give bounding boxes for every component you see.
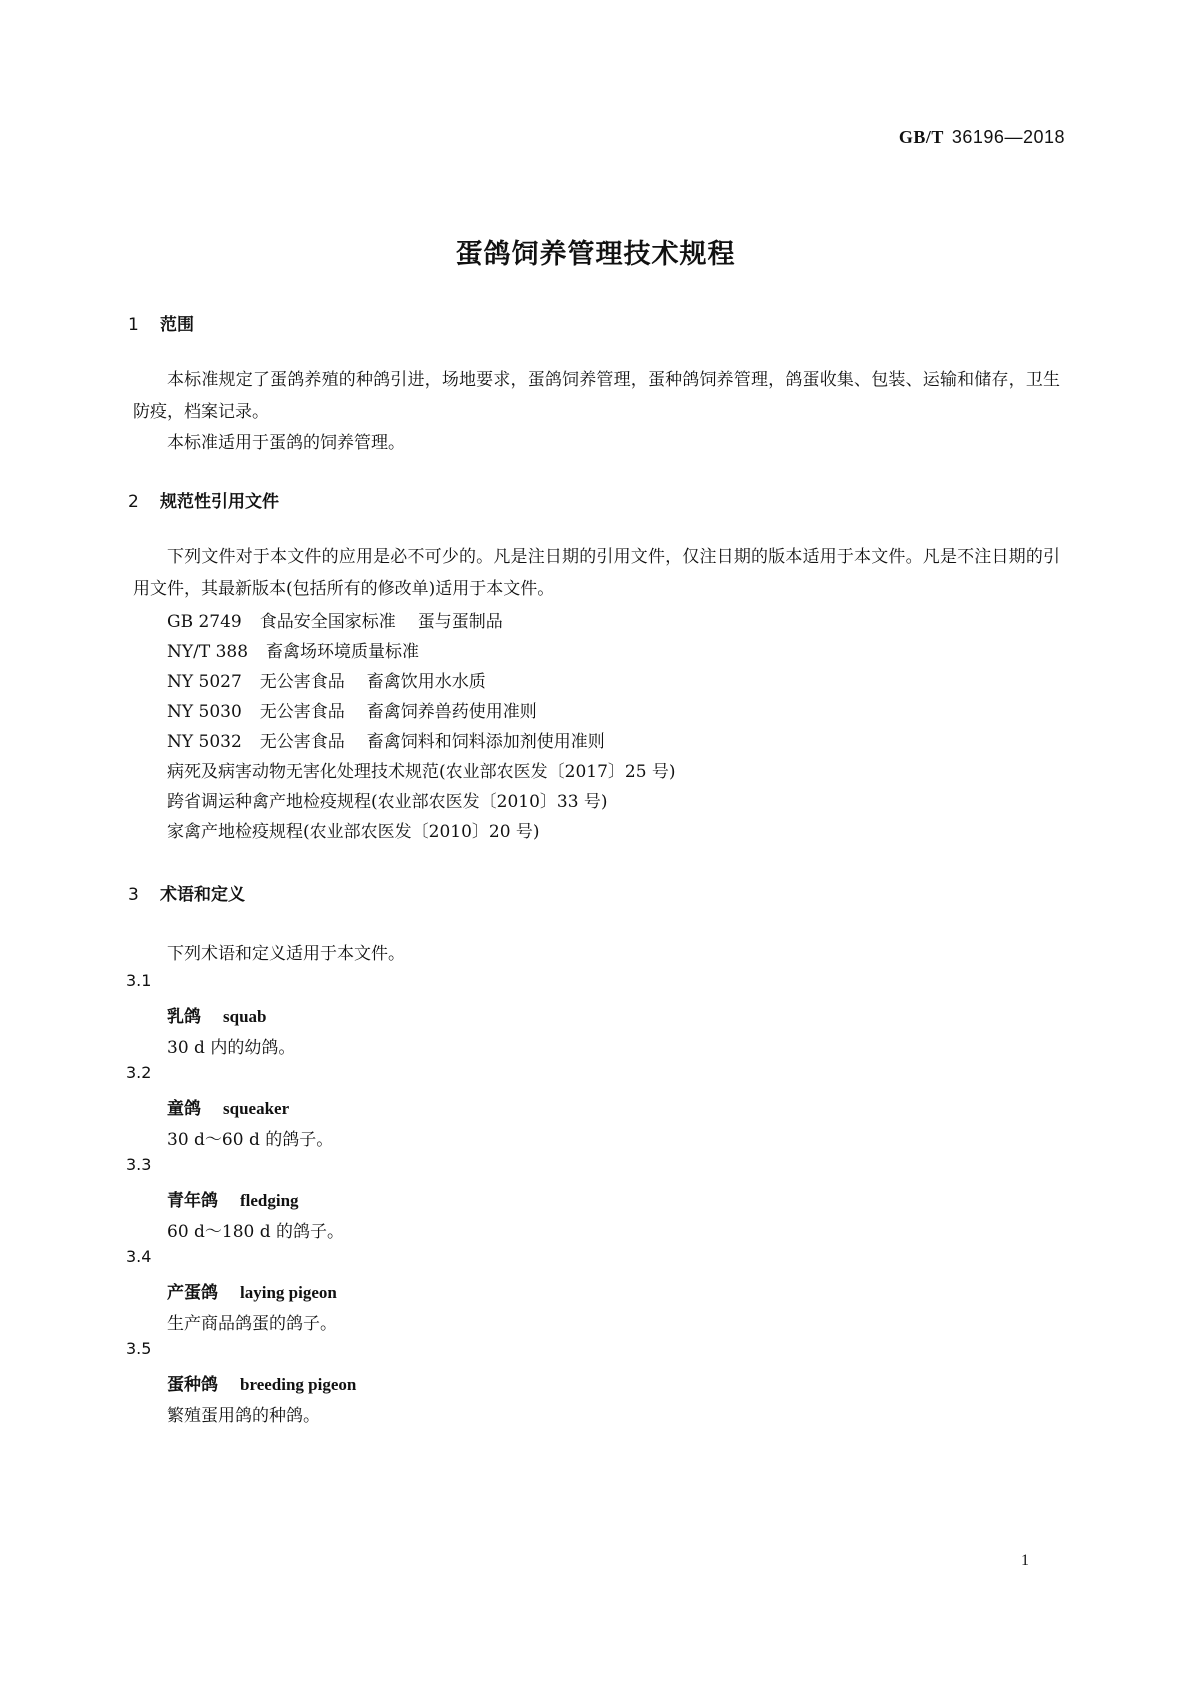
reference-title: 无公害食品	[259, 702, 345, 722]
term-name	[167, 1094, 289, 1119]
term-definition: 30 d 内的幼鸽。	[167, 1038, 296, 1058]
reference-subtitle: 蛋与蛋制品	[417, 612, 503, 632]
reference-item	[167, 637, 419, 662]
term-name-zh: 蛋种鸽	[167, 1375, 218, 1395]
section-title: 术语和定义	[160, 885, 245, 905]
term-number: 3.2	[126, 1063, 152, 1082]
reference-subtitle: 畜禽饲养兽药使用准则	[366, 702, 537, 722]
reference-item	[167, 697, 537, 722]
term-number: 3.1	[126, 971, 152, 990]
other-reference: 家禽产地检疫规程(农业部农医发〔2010〕20 号)	[167, 822, 540, 842]
section-1-heading	[128, 310, 194, 335]
reference-code: NY 5027	[167, 672, 242, 692]
term-name	[167, 1370, 356, 1395]
term-name-zh: 童鸽	[167, 1099, 201, 1119]
term-name-zh: 青年鸽	[167, 1191, 218, 1211]
term-name-en: squab	[223, 1007, 267, 1026]
term-name-en: squeaker	[223, 1099, 290, 1118]
term-name	[167, 1186, 299, 1211]
section-title: 范围	[160, 315, 194, 335]
term-name-zh: 乳鸽	[167, 1007, 201, 1027]
section-1-paragraph-2: 本标准适用于蛋鸽的饲养管理。	[167, 433, 405, 453]
section-number: 3	[128, 885, 139, 905]
reference-title: 无公害食品	[259, 672, 345, 692]
section-3-intro: 下列术语和定义适用于本文件。	[167, 944, 405, 964]
section-3-heading	[128, 880, 245, 905]
reference-item	[167, 607, 503, 632]
reference-title: 食品安全国家标准	[259, 612, 396, 632]
reference-subtitle: 畜禽饮用水水质	[366, 672, 486, 692]
reference-title: 无公害食品	[259, 732, 345, 752]
standard-prefix: GB/T	[898, 127, 944, 147]
term-definition: 60 d～180 d 的鸽子。	[167, 1222, 345, 1242]
section-2-paragraph-1: 下列文件对于本文件的应用是必不可少的。凡是注日期的引用文件，仅注日期的版本适用于本文件。凡是不注日期的引用文件，其最新版本(包括所有的修改单)适用于本文件。	[133, 547, 1060, 599]
section-title: 规范性引用文件	[160, 492, 279, 512]
term-definition: 生产商品鸽蛋的鸽子。	[167, 1314, 337, 1334]
term-name	[167, 1002, 266, 1027]
term-number: 3.4	[126, 1247, 152, 1266]
section-number: 1	[128, 315, 139, 335]
term-name-zh: 产蛋鸽	[167, 1283, 218, 1303]
term-definition: 繁殖蛋用鸽的种鸽。	[167, 1406, 320, 1426]
section-2-heading	[128, 487, 279, 512]
reference-code: NY/T 388	[167, 642, 249, 662]
reference-subtitle: 畜禽饲料和饲料添加剂使用准则	[366, 732, 605, 752]
section-1-paragraph-1: 本标准规定了蛋鸽养殖的种鸽引进，场地要求，蛋鸽饲养管理，蛋种鸽饲养管理，鸽蛋收集、包装、运输和储存，卫生防疫，档案记录。	[133, 370, 1060, 422]
term-number: 3.3	[126, 1155, 152, 1174]
standard-number	[899, 127, 1065, 148]
document-title: 蛋鸽饲养管理技术规程	[455, 239, 736, 270]
term-definition: 30 d～60 d 的鸽子。	[167, 1130, 334, 1150]
reference-title: 畜禽场环境质量标准	[266, 642, 420, 662]
reference-item	[167, 667, 486, 692]
term-name-en: fledging	[240, 1191, 299, 1210]
reference-code: NY 5032	[167, 732, 242, 752]
reference-code: GB 2749	[167, 612, 242, 632]
other-reference: 跨省调运种禽产地检疫规程(农业部农医发〔2010〕33 号)	[167, 792, 608, 812]
standard-code: 36196—2018	[951, 127, 1065, 147]
section-number: 2	[128, 492, 139, 512]
reference-item	[167, 727, 605, 752]
term-number: 3.5	[126, 1339, 152, 1358]
term-name	[167, 1278, 337, 1303]
reference-code: NY 5030	[167, 702, 242, 722]
term-name-en: breeding pigeon	[240, 1375, 357, 1394]
page-number: 1	[1021, 1552, 1029, 1569]
other-reference: 病死及病害动物无害化处理技术规范(农业部农医发〔2017〕25 号)	[167, 762, 676, 782]
term-name-en: laying pigeon	[240, 1283, 337, 1302]
